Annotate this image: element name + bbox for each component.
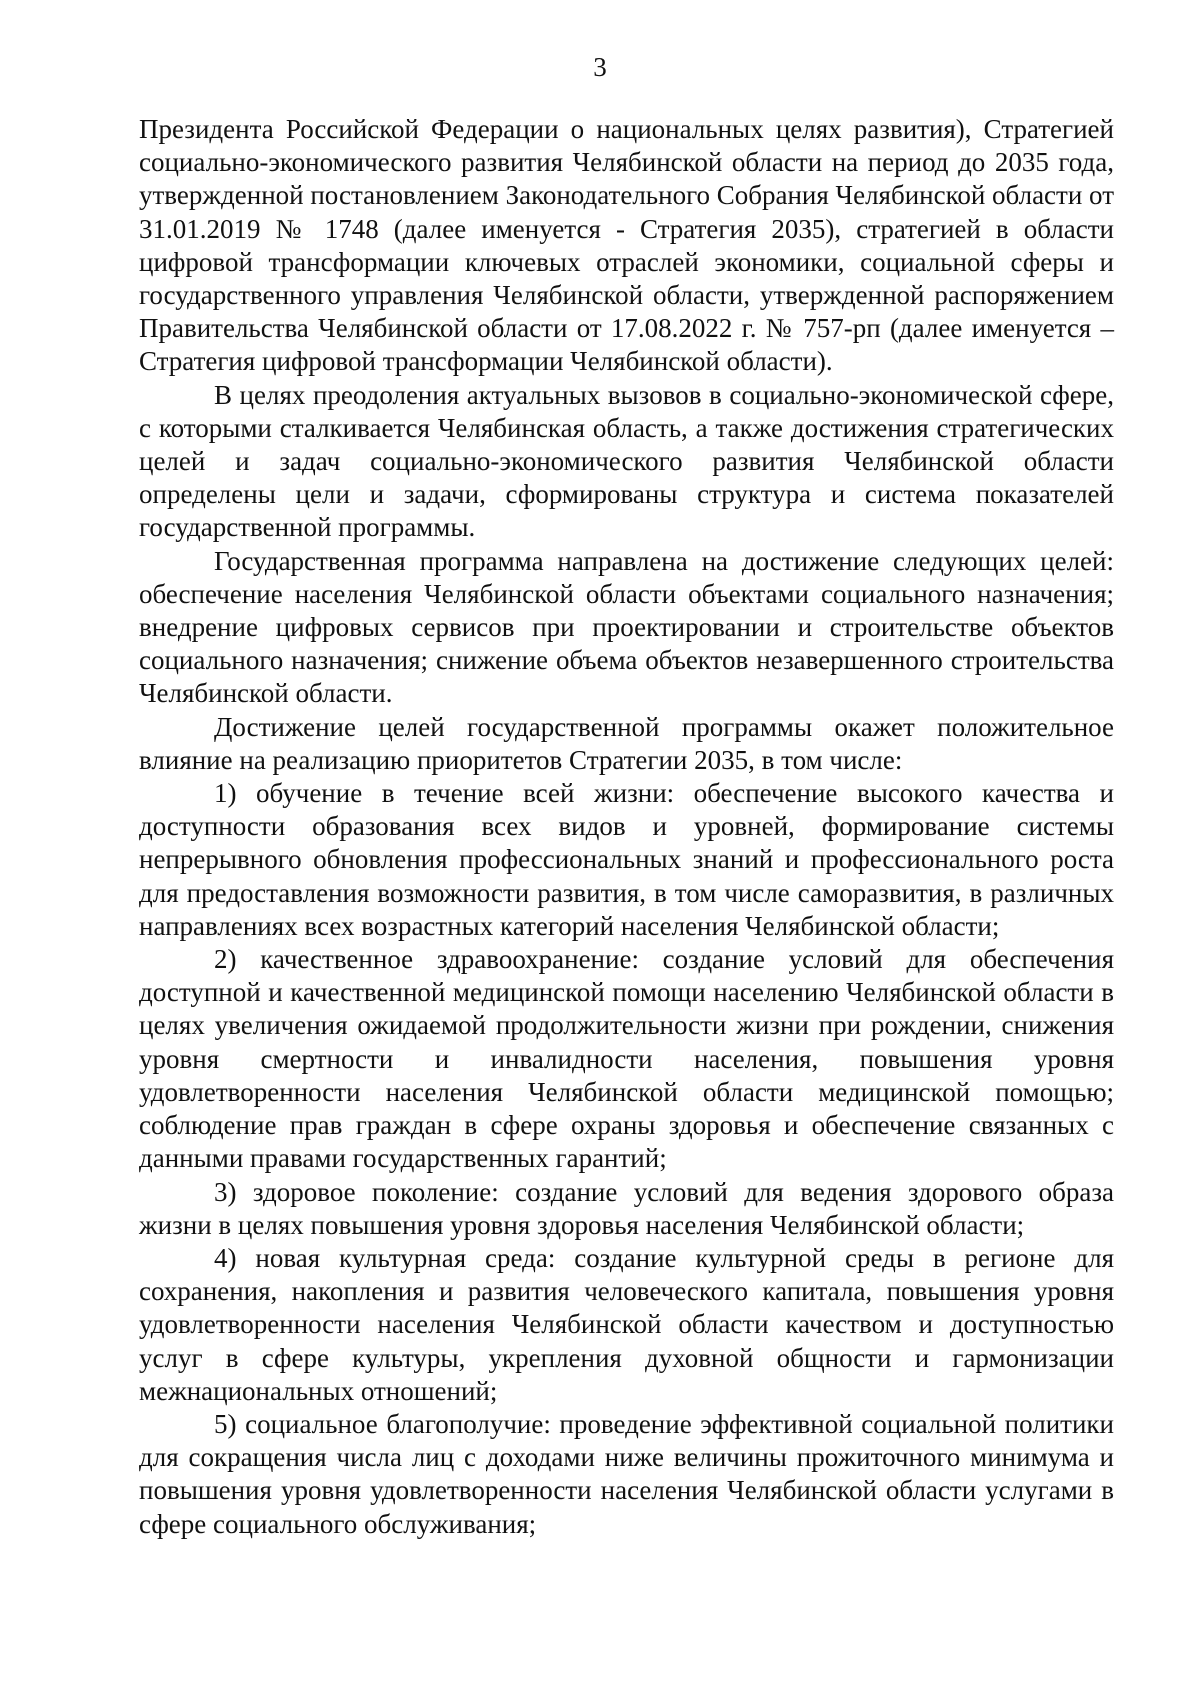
paragraph-program-goals: Государственная программа направлена на достижение следующих целей: обеспечение населения Челябинской области объектами социального назначения; внедрение цифровых сервисов при проектировании и строительстве объектов социального назначения; снижение объема объектов незавершенного строительства Челябинской области. bbox=[139, 545, 1114, 709]
paragraph-continuation: Президента Российской Федерации о национальных целях развития), Стратегией социально-экономического развития Челябинской области на период до 2035 года, утвержденной постановлением Законодательного Собрания Челябинской области от 31.01.2019 № 1748 (далее именуется - Стратегия 2035), стратегией в области цифровой трансформации ключевых отраслей экономики, социальной сферы и государственного управления Челябинской области, утвержденной распоряжением Правительства Челябинской области от 17.08.2022 г. № 757-рп (далее именуется – Стратегия цифровой трансформации Челябинской области). bbox=[139, 114, 1114, 377]
list-item-social-welfare: 5) социальное благополучие: проведение эффективной социальной политики для сокращения числа лиц с доходами ниже величины прожиточного минимума и повышения уровня удовлетворенности населения Челябинской области услугами в сфере социального обслуживания; bbox=[139, 1408, 1114, 1539]
list-item-healthy-generation: 3) здоровое поколение: создание условий для ведения здорового образа жизни в целях повышения уровня здоровья населения Челябинской области; bbox=[139, 1176, 1114, 1240]
page-number: 3 bbox=[593, 52, 607, 82]
paragraph-strategy-impact: Достижение целей государственной программы окажет положительное влияние на реализацию приоритетов Стратегии 2035, в том числе: bbox=[139, 711, 1114, 775]
list-item-lifelong-learning: 1) обучение в течение всей жизни: обеспечение высокого качества и доступности образования всех видов и уровней, формирование системы непрерывного обновления профессиональных знаний и профессионального роста для предоставления возможности развития, в том числе саморазвития, в различных направлениях всех возрастных категорий населения Челябинской области; bbox=[139, 778, 1114, 941]
paragraph-challenges: В целях преодоления актуальных вызовов в социально-экономической сфере, с которыми сталкивается Челябинская область, а также достижения стратегических целей и задач социально-экономического развития Челябинской области определены цели и задачи, сформированы структура и система показателей государственной программы. bbox=[139, 379, 1114, 543]
list-item-cultural-environment: 4) новая культурная среда: создание культурной среды в регионе для сохранения, накопления и развития человеческого капитала, повышения уровня удовлетворенности населения Челябинской области качеством и доступностью услуг в сфере культуры, укрепления духовной общности и гармонизации межнациональных отношений; bbox=[139, 1242, 1114, 1406]
list-item-healthcare: 2) качественное здравоохранение: создание условий для обеспечения доступной и качественной медицинской помощи населению Челябинской области в целях увеличения ожидаемой продолжительности жизни при рождении, снижения уровня смертности и инвалидности населения, повышения уровня удовлетворенности населения Челябинской области медицинской помощью; соблюдение прав граждан в сфере охраны здоровья и обеспечение связанных с данными правами государственных гарантий; bbox=[139, 944, 1114, 1174]
document-body bbox=[139, 113, 1114, 1541]
